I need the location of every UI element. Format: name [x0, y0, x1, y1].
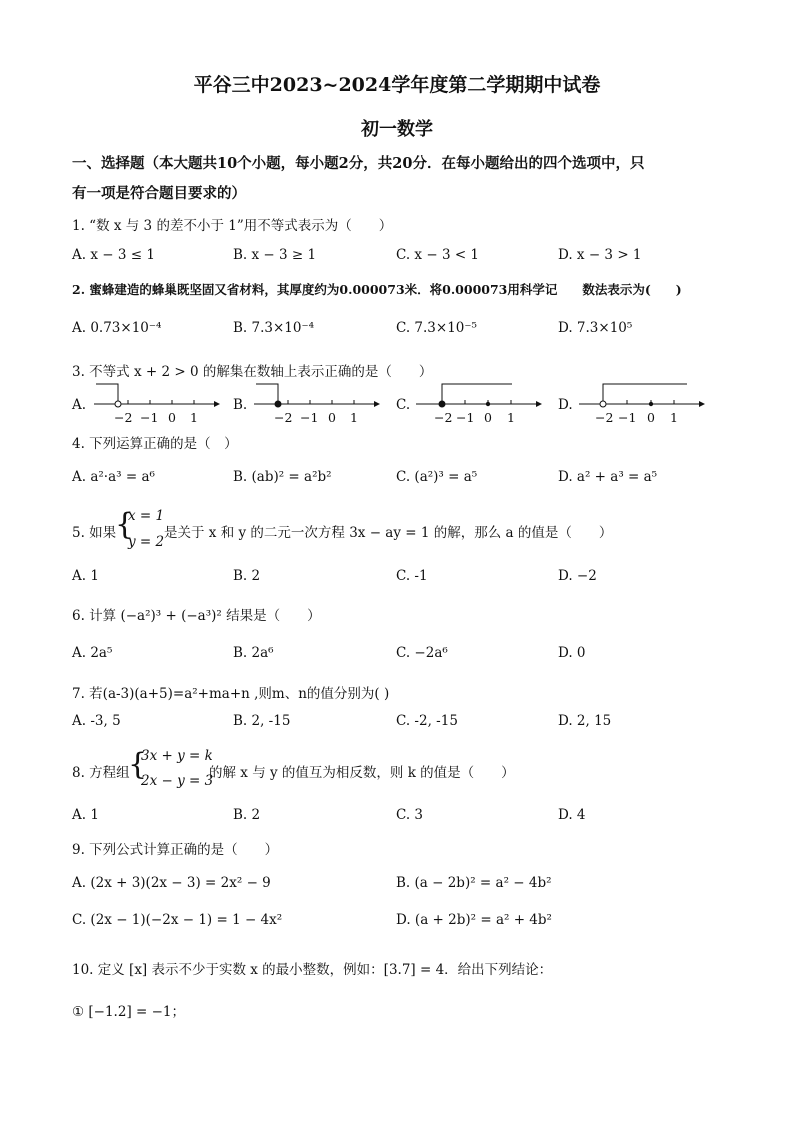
number-line-b	[250, 380, 380, 424]
question-5-stem-post: 是关于 x 和 y 的二元一次方程 3x − ay = 1 的解，那么 a 的值是（ ）	[164, 525, 613, 541]
system-eq-1: x = 1	[128, 508, 165, 524]
question-2-option-d: D. 7.3×10⁵	[558, 320, 633, 336]
axis-label: −2	[274, 410, 293, 425]
question-3-option-a: A.	[72, 397, 87, 413]
question-1-option-b: B. x − 3 ≥ 1	[233, 247, 317, 263]
question-8-stem-pre: 8. 方程组	[72, 765, 130, 781]
axis-label: −1	[456, 410, 475, 425]
page-subtitle: 初一数学	[361, 119, 433, 140]
question-8-option-b: B. 2	[233, 807, 261, 823]
axis-label: −2	[114, 410, 133, 425]
question-4-option-a: A. a²·a³ = a⁶	[72, 469, 155, 485]
question-2-option-a: A. 0.73×10⁻⁴	[72, 320, 162, 336]
brace-icon: {	[115, 507, 135, 542]
question-1-stem: 1. “数 x 与 3 的差不小于 1”用不等式表示为（ ）	[72, 218, 393, 234]
question-2-stem: 2. 蜜蜂建造的蜂巢既坚固又省材料，其厚度约为0.000073米．将0.000073用科学记 数法表示为( )	[72, 282, 682, 297]
question-7-stem: 7. 若(a-3)(a+5)=a²+ma+n ,则m、n的值分别为( )	[72, 686, 390, 702]
question-6-option-d: D. 0	[558, 645, 586, 661]
question-3-option-d: D.	[558, 397, 573, 413]
system-eq-2: y = 2	[128, 534, 165, 550]
question-7-option-c: C. -2, -15	[396, 713, 458, 729]
question-6-option-c: C. −2a⁶	[396, 645, 448, 661]
question-6-option-a: A. 2a⁵	[72, 645, 113, 661]
question-8-option-c: C. 3	[396, 807, 424, 823]
question-3-stem: 3. 不等式 x + 2 > 0 的解集在数轴上表示正确的是（ ）	[72, 364, 433, 380]
question-9-option-b: B. (a − 2b)² = a² − 4b²	[396, 875, 552, 891]
axis-label: 1	[507, 410, 515, 425]
axis-label: −2	[434, 410, 453, 425]
question-1-option-d: D. x − 3 > 1	[558, 247, 642, 263]
number-line-a	[90, 380, 220, 424]
question-6-stem: 6. 计算 (−a²)³ + (−a³)² 结果是（ ）	[72, 608, 321, 624]
page-title: 平谷三中2023~2024学年度第二学期期中试卷	[193, 74, 601, 96]
question-5-option-b: B. 2	[233, 568, 261, 584]
question-1-option-a: A. x − 3 ≤ 1	[72, 247, 155, 263]
axis-label: −1	[140, 410, 159, 425]
question-7-option-a: A. -3, 5	[72, 713, 121, 729]
number-line-d	[575, 380, 705, 424]
brace-icon: {	[128, 747, 148, 782]
question-9-option-d: D. (a + 2b)² = a² + 4b²	[396, 912, 552, 928]
question-7-option-b: B. 2, -15	[233, 713, 291, 729]
section-heading-line2: 有一项是符合题目要求的）	[72, 185, 246, 202]
question-5-option-c: C. -1	[396, 568, 428, 584]
question-5-stem-pre: 5. 如果	[72, 525, 117, 541]
axis-label: 0	[647, 410, 655, 425]
system-eq-1: 3x + y = k	[141, 748, 213, 764]
question-5-option-d: D. −2	[558, 568, 597, 584]
question-4-option-c: C. (a²)³ = a⁵	[396, 469, 478, 485]
question-9-stem: 9. 下列公式计算正确的是（ ）	[72, 842, 279, 858]
question-5-option-a: A. 1	[72, 568, 99, 584]
question-4-stem: 4. 下列运算正确的是（ ）	[72, 436, 238, 452]
question-9-option-c: C. (2x − 1)(−2x − 1) = 1 − 4x²	[72, 912, 283, 928]
question-2-option-c: C. 7.3×10⁻⁵	[396, 320, 477, 336]
question-4-option-d: D. a² + a³ = a⁵	[558, 469, 658, 485]
question-10-stem: 10. 定义 [x] 表示不少于实数 x 的最小整数，例如：[3.7] = 4．给出下列结论：	[72, 962, 553, 978]
question-7-option-d: D. 2, 15	[558, 713, 612, 729]
question-2-option-b: B. 7.3×10⁻⁴	[233, 320, 314, 336]
question-6-option-b: B. 2a⁶	[233, 645, 274, 661]
axis-label: −1	[300, 410, 319, 425]
axis-label: 1	[190, 410, 198, 425]
axis-label: 1	[670, 410, 678, 425]
axis-label: 0	[484, 410, 492, 425]
section-heading-line1: 一、选择题（本大题共10个小题，每小题2分，共20分．在每小题给出的四个选项中，只	[72, 155, 645, 172]
question-4-option-b: B. (ab)² = a²b²	[233, 469, 332, 485]
system-eq-2: 2x − y = 3	[141, 773, 214, 789]
question-8-option-d: D. 4	[558, 807, 586, 823]
axis-label: 0	[168, 410, 176, 425]
number-line-c	[412, 380, 542, 424]
question-9-option-a: A. (2x + 3)(2x − 3) = 2x² − 9	[72, 875, 271, 891]
question-1-option-c: C. x − 3 < 1	[396, 247, 480, 263]
axis-label: 0	[328, 410, 336, 425]
axis-label: −2	[595, 410, 614, 425]
question-3-option-c: C.	[396, 397, 411, 413]
axis-label: 1	[350, 410, 358, 425]
axis-label: −1	[618, 410, 637, 425]
question-3-option-b: B.	[233, 397, 248, 413]
question-10-item-1: ① [−1.2] = −1；	[72, 1004, 186, 1020]
question-8-stem-post: 的解 x 与 y 的值互为相反数，则 k 的值是（ ）	[209, 765, 515, 781]
question-8-option-a: A. 1	[72, 807, 99, 823]
